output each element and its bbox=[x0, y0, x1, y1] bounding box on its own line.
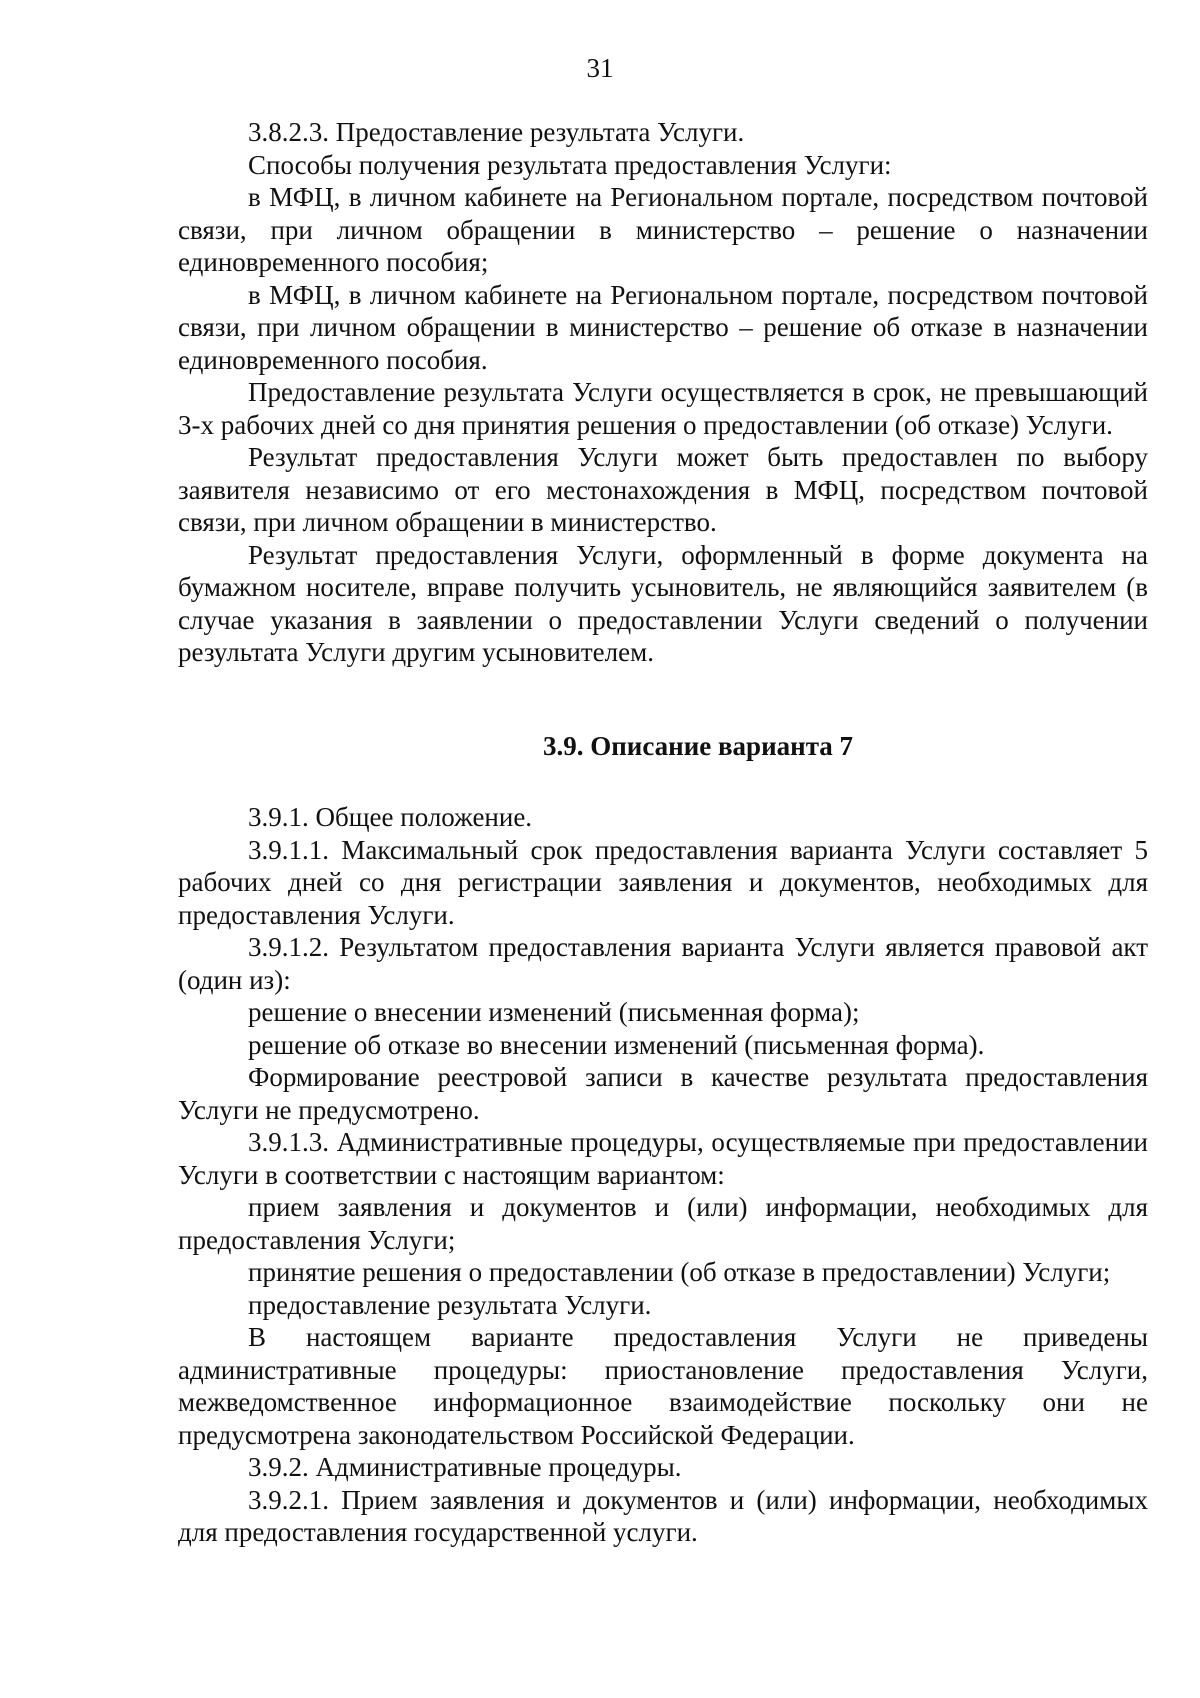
list-item: прием заявления и документов и (или) информации, необходимых для предоставления Услуги; bbox=[178, 1192, 1148, 1255]
list-item: решение о внесении изменений (письменная форма); bbox=[248, 997, 860, 1027]
paragraph: Способы получения результата предоставления Услуги: bbox=[248, 149, 892, 180]
paragraph: в МФЦ, в личном кабинете на Региональном портале, посредством почтовой связи, при личном обращении в министерство – решение об отказе в назначении единовременного пособия. bbox=[178, 279, 1148, 375]
paragraph: 3.9.1.3. Административные процедуры, осуществляемые при предоставлении Услуги в соответствии с настоящим вариантом: bbox=[178, 1127, 1148, 1190]
paragraph: 3.9.2. Административные процедуры. bbox=[248, 1452, 682, 1482]
paragraph: В настоящем варианте предоставления Услуги не приведены административные процедуры: приостановление предоставления Услуги, межведомственное информационное взаимодействие поскольку они не предусмотрена законодательством Российской Федерации. bbox=[178, 1322, 1148, 1450]
section-heading: 3.9. Описание варианта 7 bbox=[542, 730, 854, 761]
paragraph: 3.9.1.2. Результатом предоставления варианта Услуги является правовой акт (один из): bbox=[178, 932, 1148, 995]
paragraph: 3.9.2.1. Прием заявления и документов и (или) информации, необходимых для предоставления государственной услуги. bbox=[178, 1484, 1148, 1547]
document-body bbox=[178, 116, 1148, 1549]
list-item: решение об отказе во внесении изменений (письменная форма). bbox=[248, 1029, 985, 1060]
paragraph: Результат предоставления Услуги может быть предоставлен по выбору заявителя независимо от его местонахождения в МФЦ, посредством почтовой связи, при личном обращении в министерство. bbox=[178, 442, 1148, 537]
paragraph: в МФЦ, в личном кабинете на Региональном портале, посредством почтовой связи, при личном обращении в министерство – решение о назначении единовременного пособия; bbox=[178, 182, 1148, 277]
list-item: предоставление результата Услуги. bbox=[248, 1289, 652, 1320]
paragraph: 3.9.1.1. Максимальный срок предоставления варианта Услуги составляет 5 рабочих дней со дня регистрации заявления и документов, необходимых для предоставления Услуги. bbox=[178, 834, 1148, 930]
paragraph: 3.9.1. Общее положение. bbox=[248, 802, 533, 832]
list-item: принятие решения о предоставлении (об отказе в предоставлении) Услуги; bbox=[248, 1257, 1111, 1287]
paragraph: 3.8.2.3. Предоставление результата Услуги. bbox=[248, 117, 745, 147]
paragraph: Формирование реестровой записи в качестве результата предоставления Услуги не предусмотрено. bbox=[178, 1062, 1148, 1125]
paragraph: Предоставление результата Услуги осуществляется в срок, не превышающий 3-х рабочих дней со дня принятия решения о предоставлении (об отказе) Услуги. bbox=[178, 377, 1148, 440]
paragraph: Результат предоставления Услуги, оформленный в форме документа на бумажном носителе, вправе получить усыновитель, не являющийся заявителем (в случае указания в заявлении о предоставлении Услуги сведений о получении результата Услуги другим усыновителем. bbox=[178, 539, 1148, 667]
page-number: 31 bbox=[586, 53, 614, 83]
